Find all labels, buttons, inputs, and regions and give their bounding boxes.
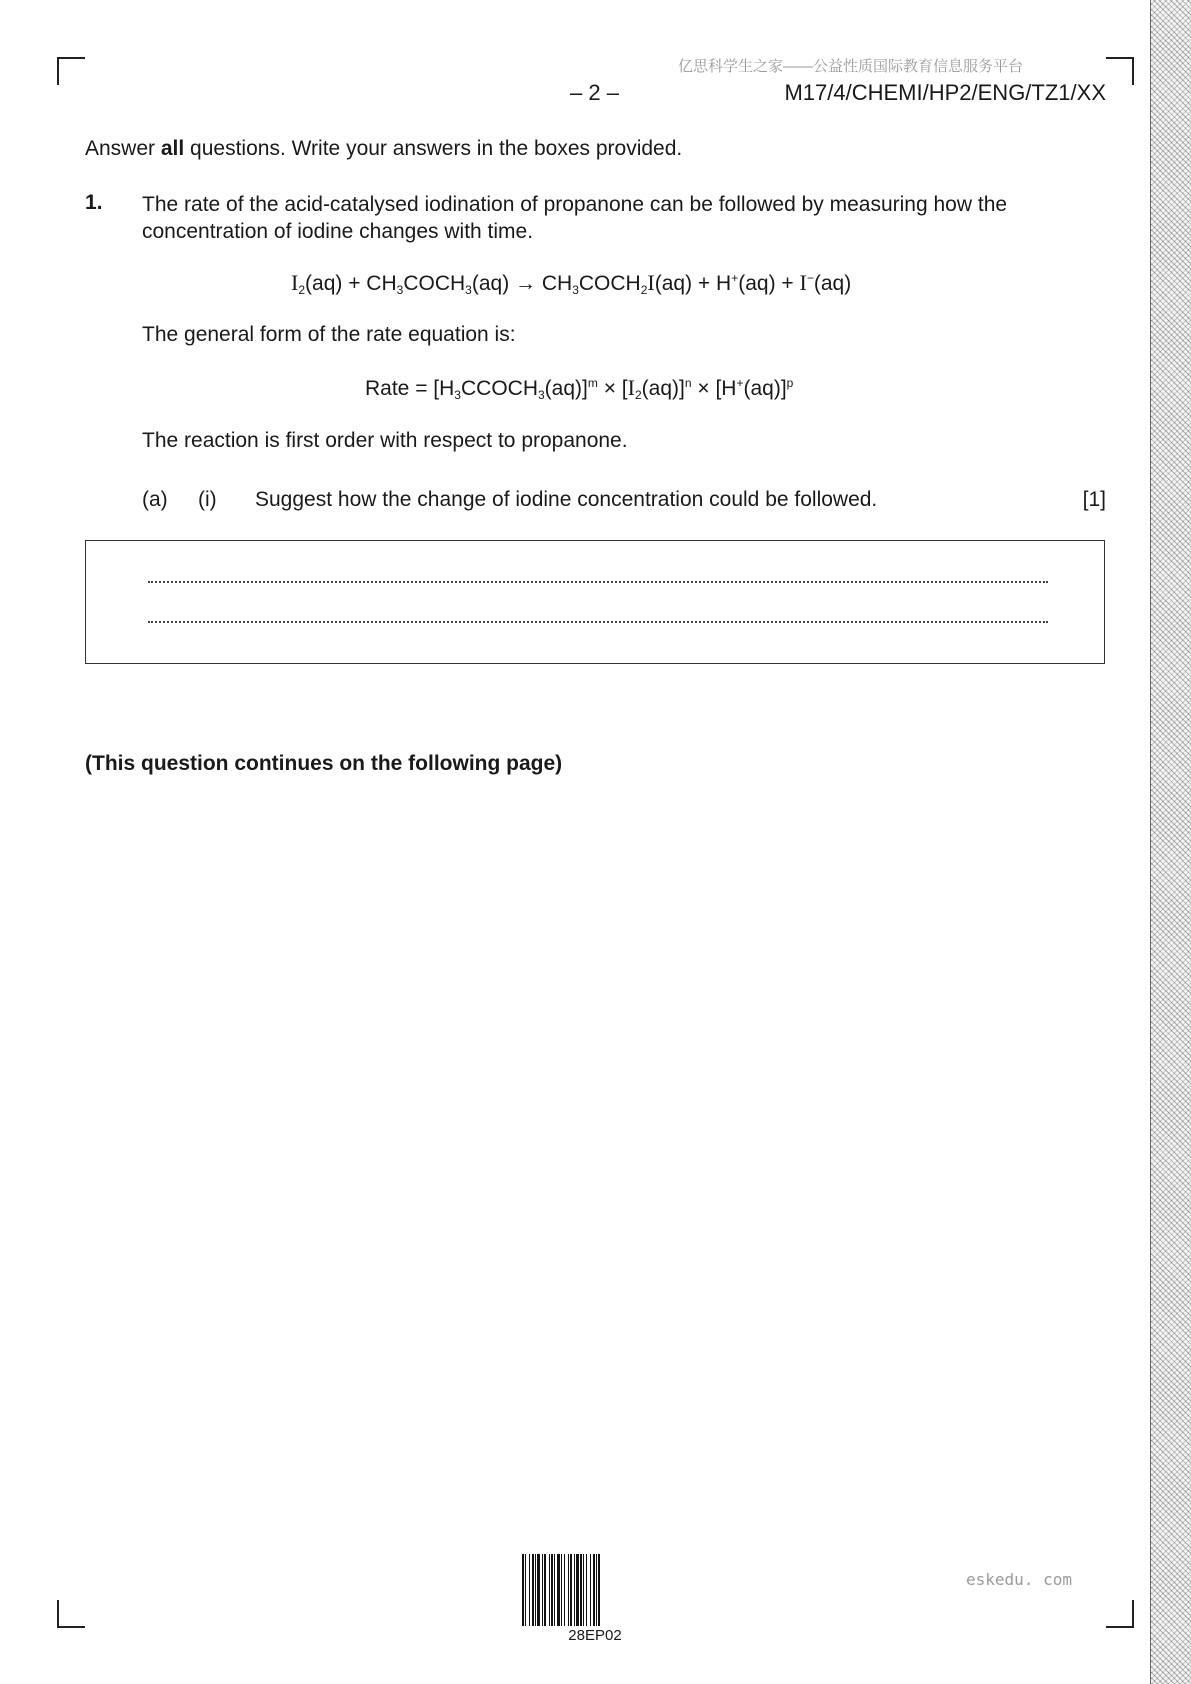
order-statement: The reaction is first order with respect to propanone. xyxy=(142,429,628,452)
question-number: 1. xyxy=(85,191,103,214)
question-intro: The rate of the acid-catalysed iodination of propanone can be followed by measuring how the concentration of iodine changes with time. xyxy=(142,193,1008,243)
subpart-label: (i) xyxy=(198,488,217,511)
part-label: (a) xyxy=(142,488,168,511)
crop-mark-top-right xyxy=(1106,57,1134,85)
instructions: Answer all questions. Write your answers in the boxes provided. xyxy=(85,137,683,160)
general-form-text: The general form of the rate equation is: xyxy=(142,323,516,346)
barcode-label: 28EP02 xyxy=(568,1627,622,1644)
continuation-note: (This question continues on the following page) xyxy=(85,752,563,775)
barcode xyxy=(522,1554,668,1626)
reaction-equation: $I_2(aq)$ + $CH_3COCH_3(aq)$ → $CH_3COCH_2I(aq) + H^+(aq) + I^-(aq)$ xyxy=(291,270,852,297)
answer-line[interactable] xyxy=(148,621,1048,623)
marks-label: [1] xyxy=(1082,488,1106,511)
paper-code: M17/4/CHEMI/HP2/ENG/TZ1/XX xyxy=(784,80,1106,105)
page-number: – 2 – xyxy=(570,80,619,105)
answer-box[interactable] xyxy=(85,540,1105,664)
rate-equation: Rate = $[H_3CCOCH_3(aq)]^m \times [I_2(aq)]^n \times [H^+(aq)]^p$ xyxy=(365,375,794,402)
crop-mark-bottom-right xyxy=(1106,1600,1134,1628)
side-margin-strip xyxy=(1150,0,1191,1684)
crop-mark-bottom-left xyxy=(57,1600,85,1628)
answer-line[interactable] xyxy=(148,581,1048,583)
crop-mark-top-left xyxy=(57,57,85,85)
footer-watermark: eskedu. com xyxy=(966,1570,1072,1589)
header-watermark: 亿思科学生之家——公益性质国际教育信息服务平台 xyxy=(678,58,1024,75)
subpart-question: Suggest how the change of iodine concentration could be followed. xyxy=(255,488,878,511)
